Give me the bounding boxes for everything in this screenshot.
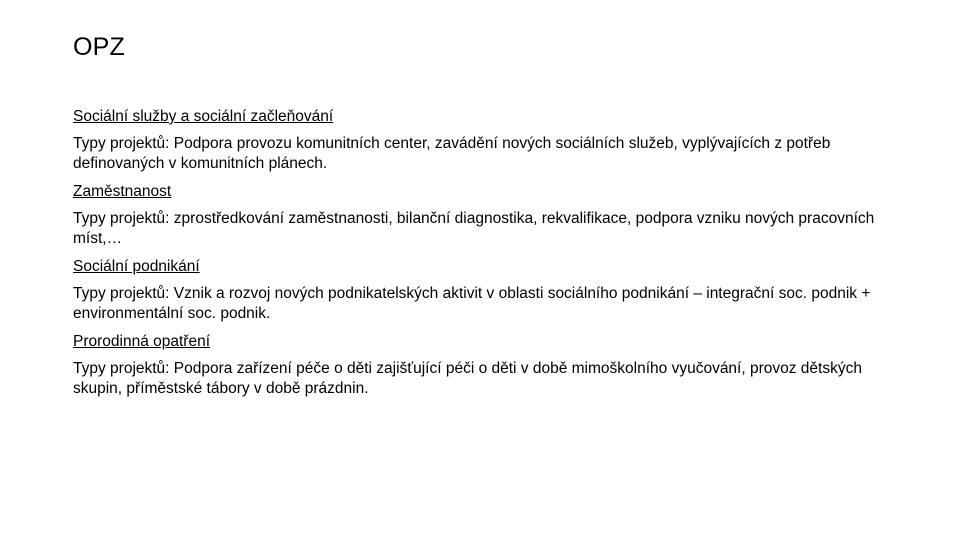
section-employment xyxy=(73,182,893,249)
section-family-measures xyxy=(73,332,893,399)
section-heading: Sociální služby a sociální začleňování xyxy=(73,108,334,125)
section-description: Typy projektů: Podpora provozu komunitních center, zavádění nových sociálních služeb, vyplývajících z potřeb definovaných v komunitních plánech. xyxy=(73,135,831,172)
section-heading: Sociální podnikání xyxy=(73,258,200,275)
section-heading: Zaměstnanost xyxy=(73,183,172,200)
section-heading: Prorodinná opatření xyxy=(73,333,211,350)
section-description: Typy projektů: Vznik a rozvoj nových podnikatelských aktivit v oblasti sociálního podnikání – integrační soc. podnik + environmentální soc. podnik. xyxy=(73,285,871,322)
section-social-services xyxy=(73,107,893,174)
section-social-entrepreneurship xyxy=(73,257,893,324)
slide-title: OPZ xyxy=(73,33,125,61)
section-description: Typy projektů: zprostředkování zaměstnanosti, bilanční diagnostika, rekvalifikace, podpora vzniku nových pracovních míst,… xyxy=(73,210,875,247)
section-description: Typy projektů: Podpora zařízení péče o děti zajišťující péči o děti v době mimoškolního vyučování, provoz dětských skupin, příměstské tábory v době prázdnin. xyxy=(73,360,862,397)
slide-content xyxy=(73,107,893,407)
